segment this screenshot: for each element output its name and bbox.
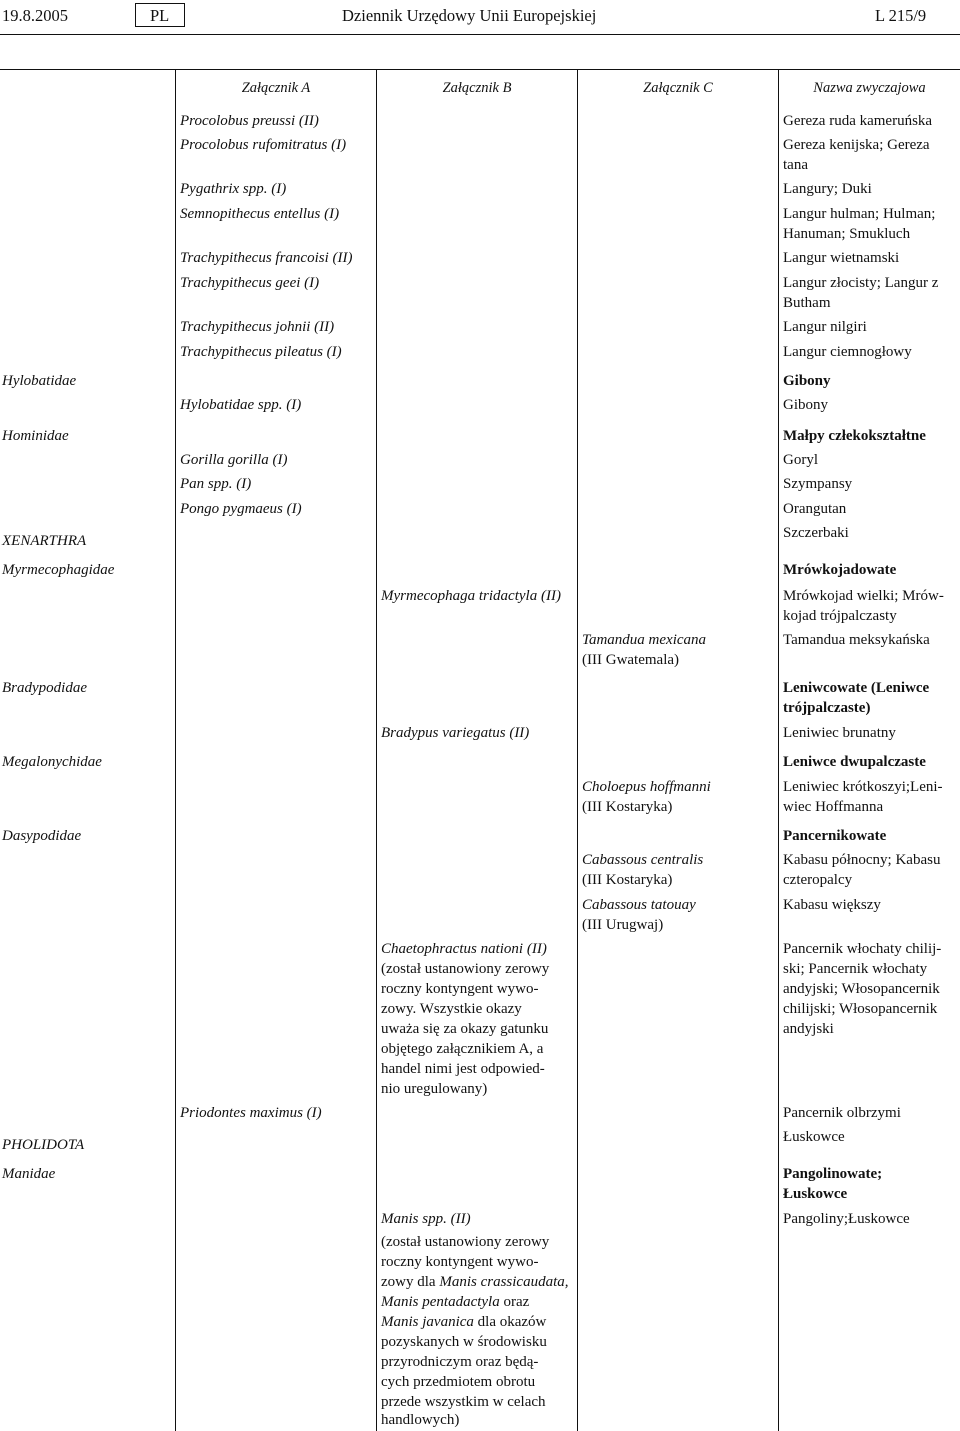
column-divider-a [175,70,176,1431]
column-divider-c [577,70,578,1431]
annex-b-note: handlowych) [381,1412,460,1428]
common-name: Pangoliny;Łuskowce [783,1211,910,1227]
species-annex-a: Trachypithecus pileatus (I) [180,344,342,360]
order-common-name: Szczerbaki [783,525,849,541]
family-common-name: Łuskowce [783,1186,848,1202]
family-name: Dasypodidae [2,828,82,844]
species-annex-c: Tamandua mexicana [582,632,707,648]
family-common-name: trójpalczaste) [783,700,871,716]
species-annex-a: Priodontes maximus (I) [180,1105,322,1121]
header-language: PL [150,6,170,25]
family-common-name: Małpy człekokształtne [783,428,926,444]
common-name: Langur nilgiri [783,319,867,335]
annex-b-note: nio uregulowany) [381,1081,488,1097]
annex-b-note: pozyskanych w środowisku [381,1334,547,1350]
species-annex-a: Procolobus preussi (II) [180,113,319,129]
annex-b-note: zowy. Wszystkie okazy [381,1001,522,1017]
family-common-name: Pancernikowate [783,828,887,844]
family-name: Bradypodidae [2,680,87,696]
species-annex-c-country: (III Kostaryka) [582,799,673,815]
common-name: chilijski; Włosopancernik [783,1001,938,1017]
species-annex-b: Manis spp. (II) [381,1211,471,1227]
species-annex-b: Myrmecophaga tridactyla (II) [381,588,561,604]
species-annex-a: Trachypithecus francoisi (II) [180,250,353,266]
column-header-common-name: Nazwa zwyczajowa [813,80,926,96]
annex-b-note: przede wszystkim w celach [381,1394,546,1410]
species-annex-a: Gorilla gorilla (I) [180,452,288,468]
annex-b-note-text: dla okazów [473,1314,547,1330]
annex-b-note [381,1272,569,1292]
species-annex-a: Trachypithecus geei (I) [180,275,320,291]
species-annex-c: Cabassous centralis [582,852,704,868]
species-annex-b: Chaetophractus nationi (II) [381,941,547,957]
common-name: Szympansy [783,476,853,492]
annex-b-note-text: zowy dla [381,1274,440,1290]
annex-b-note: objętego załącznikiem A, a [381,1041,544,1057]
common-name: Pancernik olbrzymi [783,1105,901,1121]
annex-b-note: (został ustanowiony zerowy [381,961,550,977]
common-name: andyjski; Włosopancernik [783,981,940,997]
common-name: Pancernik włochaty chilij- [783,941,942,957]
species-annex-b: Bradypus variegatus (II) [381,725,530,741]
family-common-name: Pangolinowate; [783,1166,883,1182]
species-annex-a: Trachypithecus johnii (II) [180,319,335,335]
annex-b-note [381,1292,529,1312]
annex-b-note: cych przedmiotem obrotu [381,1374,536,1390]
common-name: ski; Pancernik włochaty [783,961,928,977]
family-common-name: Gibony [783,373,831,389]
annex-b-note-species: Manis crassicaudata, [439,1274,569,1290]
annex-b-note: przyrodniczym oraz będą- [381,1354,539,1370]
species-annex-a: Procolobus rufomitratus (I) [180,137,347,153]
column-header-annex-a: Załącznik A [241,80,311,96]
common-name: kojad trójpalczasty [783,608,897,624]
annex-b-note: (został ustanowiony zerowy [381,1234,550,1250]
order-name: XENARTHRA [2,533,87,549]
page-header [0,0,960,34]
family-name: Hominidae [2,428,69,444]
species-annex-a: Pongo pygmaeus (I) [180,501,302,517]
common-name: Butham [783,295,831,311]
common-name: Langury; Duki [783,181,872,197]
annex-b-note: roczny kontyngent wywo- [381,1254,539,1270]
column-header-annex-c: Załącznik C [643,80,713,96]
order-name: PHOLIDOTA [2,1137,85,1153]
common-name: tana [783,157,808,173]
header-date: 19.8.2005 [2,6,68,25]
family-name: Myrmecophagidae [2,562,115,578]
family-common-name: Leniwce dwupalczaste [783,754,926,770]
common-name: Tamandua meksykańska [783,632,930,648]
common-name: wiec Hoffmanna [783,799,884,815]
species-annex-a: Semnopithecus entellus (I) [180,206,340,222]
family-name: Megalonychidae [2,754,102,770]
column-divider-d [778,70,779,1431]
family-name: Hylobatidae [2,373,77,389]
species-annex-a: Pygathrix spp. (I) [180,181,287,197]
species-annex-a: Hylobatidae spp. (I) [180,397,302,413]
common-name: Gibony [783,397,828,413]
species-annex-c-country: (III Gwatemala) [582,652,680,668]
common-name: Goryl [783,452,818,468]
family-common-name: Leniwcowate (Leniwce [783,680,930,696]
column-divider-b [376,70,377,1431]
header-rule [0,34,960,35]
common-name: Langur ciemnogłowy [783,344,912,360]
species-annex-c-country: (III Kostaryka) [582,872,673,888]
family-name: Manidae [2,1166,56,1182]
table-top-rule [0,69,960,70]
common-name: Langur hulman; Hulman; [783,206,936,222]
common-name: Gereza ruda kameruńska [783,113,933,129]
species-annex-c: Cabassous tatouay [582,897,696,913]
annex-b-note-text: oraz [499,1294,530,1310]
common-name: Gereza kenijska; Gereza [783,137,930,153]
common-name: Orangutan [783,501,847,517]
common-name: Kabasu większy [783,897,881,913]
common-name: Hanuman; Smukluch [783,226,911,242]
common-name: Leniwiec brunatny [783,725,896,741]
species-annex-c: Choloepus hoffmanni [582,779,711,795]
common-name: andyjski [783,1021,834,1037]
annex-b-note-species: Manis javanica [381,1314,474,1330]
annex-b-note: handel nimi jest odpowied- [381,1061,545,1077]
species-annex-a: Pan spp. (I) [180,476,252,492]
annex-b-note [381,1312,546,1332]
annex-b-note: uważa się za okazy gatunku [381,1021,549,1037]
header-page-number: L 215/9 [875,6,927,25]
common-name: Leniwiec krótkoszyi;Leni- [783,779,943,795]
common-name: Langur złocisty; Langur z [783,275,939,291]
common-name: Kabasu północny; Kabasu [783,852,941,868]
column-header-annex-b: Załącznik B [442,80,512,96]
common-name: Mrówkojad wielki; Mrów- [783,588,944,604]
header-journal-title: Dziennik Urzędowy Unii Europejskiej [342,6,597,25]
order-common-name: Łuskowce [783,1129,845,1145]
common-name: Langur wietnamski [783,250,900,266]
annex-b-note-species: Manis pentadactyla [381,1294,500,1310]
family-common-name: Mrówkojadowate [783,562,897,578]
species-annex-c-country: (III Urugwaj) [582,917,664,933]
common-name: czteropalcy [783,872,853,888]
annex-b-note: roczny kontyngent wywo- [381,981,539,997]
